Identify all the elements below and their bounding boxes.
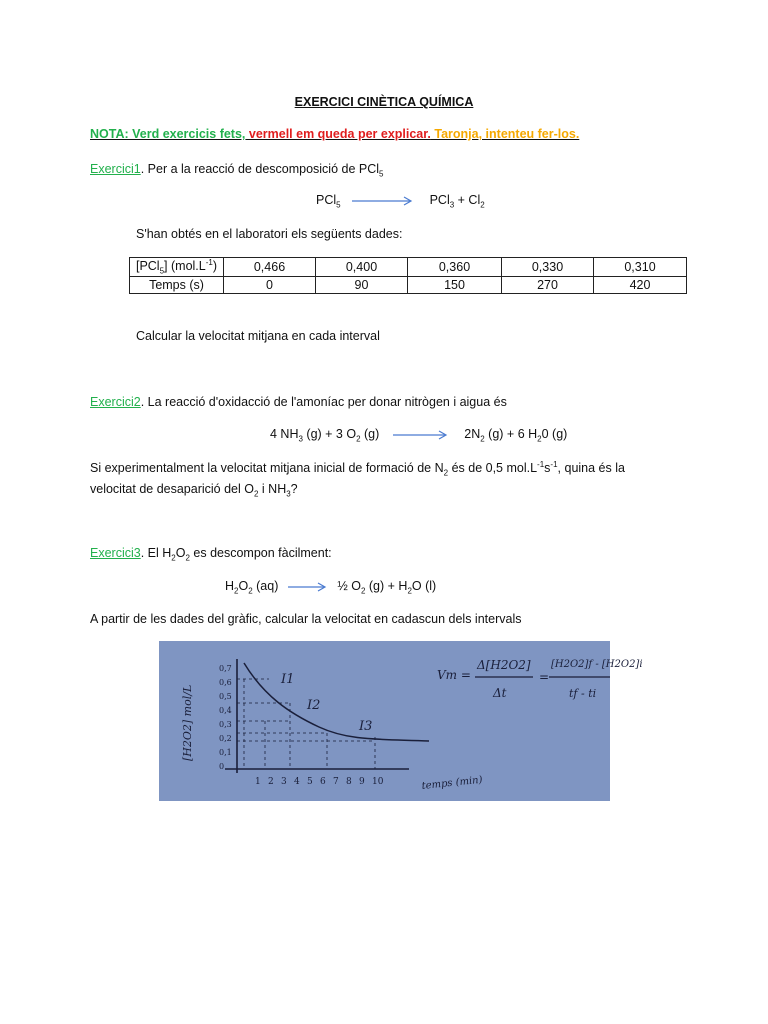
y-tick-label: 0,4 bbox=[219, 706, 232, 715]
ex2-equation: 4 $NH_3$ (g) + 3 $O_2$ (g) $2N_2$ (g) + 6 $H_20$ (g) bbox=[270, 427, 568, 444]
ex2-question-line1: Si experimentalment la velocitat mitjana inicial de formació de $N_2$ és de 0,5 $mol.L^{-1}s^{-1}$, quina és la bbox=[90, 460, 625, 478]
ex1-intro: S'han obtés en el laboratori els següents dades: bbox=[136, 227, 403, 241]
y-tick-label: 0,5 bbox=[219, 692, 232, 701]
x-tick-label: 6 bbox=[320, 777, 326, 787]
ex1-plus: + Cl bbox=[454, 193, 481, 207]
x-tick-label: 10 bbox=[372, 777, 384, 787]
reaction-arrow-icon bbox=[288, 582, 328, 592]
interval-label: I1 bbox=[281, 672, 295, 687]
y-axis-label: [H2O2] mol/L bbox=[181, 684, 194, 761]
ex1-text: . Per a la reacció de descomposició de PCl bbox=[140, 162, 380, 176]
ex1-reactant: PCl bbox=[316, 193, 337, 207]
ex3-label: Exercici3 bbox=[90, 546, 141, 560]
handwritten-graph bbox=[159, 641, 643, 801]
x-axis-label: temps (min) bbox=[421, 774, 484, 792]
ex2-text: . La reacció d'oxidacció de l'amoníac per donar nitrògen i aigua és bbox=[140, 395, 507, 409]
ex1-equation bbox=[316, 193, 485, 210]
nota-orange: Taronja, intenteu fer-los. bbox=[430, 127, 580, 141]
y-tick-label: 0,3 bbox=[219, 720, 232, 729]
x-tick-label: 8 bbox=[346, 777, 352, 787]
ex1-product1-sub: 3 bbox=[449, 200, 455, 210]
ex1-product2-sub: 2 bbox=[480, 200, 485, 210]
ex2-heading bbox=[90, 395, 507, 409]
table-cell: 0,466 bbox=[224, 258, 316, 277]
ex3-question: A partir de les dades del gràfic, calcular la velocitat en cadascun dels intervals bbox=[90, 612, 522, 626]
formula-rhs-num: [H2O2]f - [H2O2]i bbox=[551, 659, 643, 670]
ex1-label: Exercici1 bbox=[90, 162, 141, 176]
x-tick-label: 3 bbox=[281, 777, 287, 787]
table-cell: 0,310 bbox=[594, 258, 687, 277]
formula-den: Δt bbox=[493, 686, 507, 700]
table-cell: 0 bbox=[224, 276, 316, 293]
formula-rhs-den: tf - ti bbox=[569, 687, 597, 700]
ex3-equation: $H_2O_2$ (aq) ½ $O_2$ $(g) + H_2O$ (l) bbox=[225, 579, 437, 596]
reaction-arrow-icon bbox=[352, 196, 414, 206]
table-cell: 270 bbox=[502, 276, 594, 293]
table-cell: 150 bbox=[408, 276, 502, 293]
table-cell: 90 bbox=[316, 276, 408, 293]
table-cell-head: [PCl$_5$] $(mol.L^{-1})$ bbox=[130, 258, 224, 277]
ex1-reactant-sub: 5 bbox=[336, 200, 341, 210]
x-tick-label: 4 bbox=[294, 777, 300, 787]
svg-text:=: = bbox=[539, 670, 550, 684]
table-cell: 0,360 bbox=[408, 258, 502, 277]
table-cell-head: Temps (s) bbox=[130, 276, 224, 293]
ex1-heading bbox=[90, 162, 383, 179]
whiteboard-photo bbox=[159, 641, 643, 801]
formula-num: Δ[H2O2] bbox=[477, 658, 531, 672]
nota-green: NOTA: Verd exercicis fets, bbox=[90, 127, 246, 141]
y-tick-label: 0,6 bbox=[219, 678, 232, 687]
y-tick-label: 0 bbox=[219, 762, 225, 771]
table-cell: 0,400 bbox=[316, 258, 408, 277]
nota-line bbox=[90, 127, 579, 141]
y-tick-label: 0,7 bbox=[219, 664, 232, 673]
interval-label: I3 bbox=[359, 719, 373, 734]
data-table bbox=[129, 257, 687, 294]
ex1-product1: PCl bbox=[429, 193, 450, 207]
ex2-label: Exercici2 bbox=[90, 395, 141, 409]
reaction-arrow-icon bbox=[393, 430, 449, 440]
y-tick-label: 0,2 bbox=[219, 734, 232, 743]
table-row bbox=[130, 276, 687, 293]
interval-label: I2 bbox=[307, 698, 321, 713]
ex3-heading: Exercici3. El $H_2O_2$ es descompon fàcilment: bbox=[90, 546, 332, 563]
ex2-question-line2: velocitat de desaparició del $O_2$ i $NH_3$? bbox=[90, 482, 298, 499]
ex1-text-sub: 5 bbox=[379, 169, 384, 179]
x-tick-label: 7 bbox=[333, 777, 339, 787]
ex1-question: Calcular la velocitat mitjana en cada interval bbox=[136, 329, 380, 343]
x-tick-label: 9 bbox=[359, 777, 365, 787]
formula-lhs: Vm = bbox=[437, 668, 471, 682]
nota-red: vermell em queda per explicar. bbox=[245, 127, 431, 141]
y-tick-label: 0,1 bbox=[219, 748, 232, 757]
table-cell: 0,330 bbox=[502, 258, 594, 277]
x-tick-label: 1 bbox=[255, 777, 261, 787]
table-cell: 420 bbox=[594, 276, 687, 293]
table-row bbox=[130, 258, 687, 277]
x-tick-label: 2 bbox=[268, 777, 274, 787]
x-tick-label: 5 bbox=[307, 777, 313, 787]
page-title: EXERCICI CINÈTICA QUÍMICA bbox=[294, 95, 474, 109]
